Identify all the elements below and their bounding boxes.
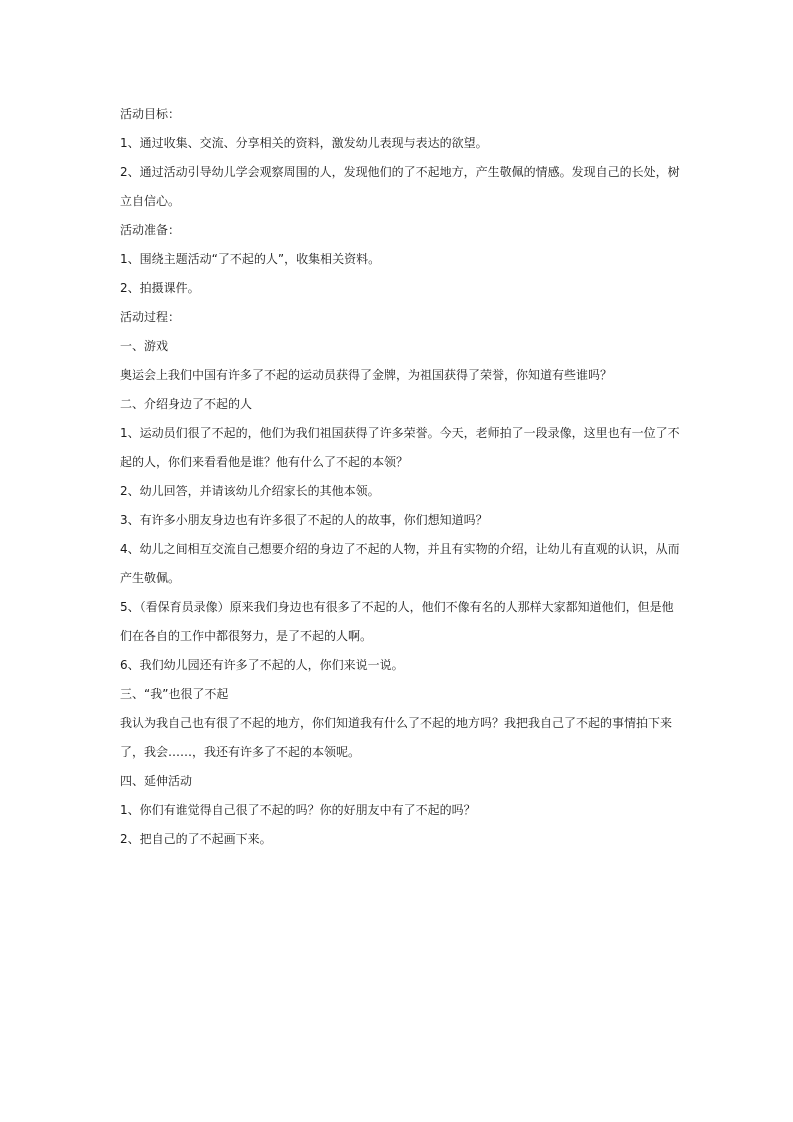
paragraph-line: 1、通过收集、交流、分享相关的资料，激发幼儿表现与表达的欲望。 — [120, 136, 488, 150]
subheading-me: 三、“我”也很了不起 — [120, 687, 229, 701]
paragraph-line: 2、幼儿回答，并请该幼儿介绍家长的其他本领。 — [120, 484, 380, 498]
subheading-extension: 四、延伸活动 — [120, 774, 193, 788]
section-heading-process: 活动过程： — [120, 310, 181, 324]
paragraph-line: 5、（看保育员录像）原来我们身边也有很多了不起的人，他们不像有名的人那样大家都知道他们，但是他 — [120, 600, 674, 614]
paragraph-line: 6、我们幼儿园还有许多了不起的人，你们来说一说。 — [120, 658, 404, 672]
paragraph-line: 3、有许多小朋友身边也有许多很了不起的人的故事，你们想知道吗？ — [120, 513, 488, 527]
paragraph-line: 4、幼儿之间相互交流自己想要介绍的身边了不起的人物，并且有实物的介绍，让幼儿有直观的认识，从而 — [120, 542, 680, 556]
paragraph-line: 1、围绕主题活动“了不起的人”，收集相关资料。 — [120, 252, 381, 266]
paragraph-line: 2、把自己的了不起画下来。 — [120, 832, 272, 846]
document-body — [120, 100, 680, 854]
paragraph-line: 奥运会上我们中国有许多了不起的运动员获得了金牌，为祖国获得了荣誉，你知道有些谁吗？ — [120, 368, 613, 382]
paragraph-line: 我认为我自己也有很了不起的地方，你们知道我有什么了不起的地方吗？我把我自己了不起的事情拍下来 — [120, 716, 673, 730]
paragraph-line: 立自信心。 — [120, 194, 181, 208]
paragraph-line: 1、运动员们很了不起的，他们为我们祖国获得了许多荣誉。今天，老师拍了一段录像，这里也有一位了不 — [120, 426, 680, 440]
paragraph-line: 们在各自的工作中都很努力，是了不起的人啊。 — [120, 629, 373, 643]
section-heading-goals: 活动目标： — [120, 107, 181, 121]
paragraph-line: 产生敬佩。 — [120, 571, 181, 585]
subheading-introduce: 二、介绍身边了不起的人 — [120, 397, 253, 411]
section-heading-preparation: 活动准备： — [120, 223, 181, 237]
paragraph-line: 了，我会……，我还有许多了不起的本领呢。 — [120, 745, 361, 759]
paragraph-line: 2、通过活动引导幼儿学会观察周围的人，发现他们的了不起地方，产生敬佩的情感。发现自己的长处，树 — [120, 165, 680, 179]
paragraph-line: 起的人，你们来看看他是谁？他有什么了不起的本领？ — [120, 455, 409, 469]
subheading-game: 一、游戏 — [120, 339, 169, 353]
paragraph-line: 2、拍摄课件。 — [120, 281, 200, 295]
paragraph-line: 1、你们有谁觉得自己很了不起的吗？你的好朋友中有了不起的吗？ — [120, 803, 476, 817]
